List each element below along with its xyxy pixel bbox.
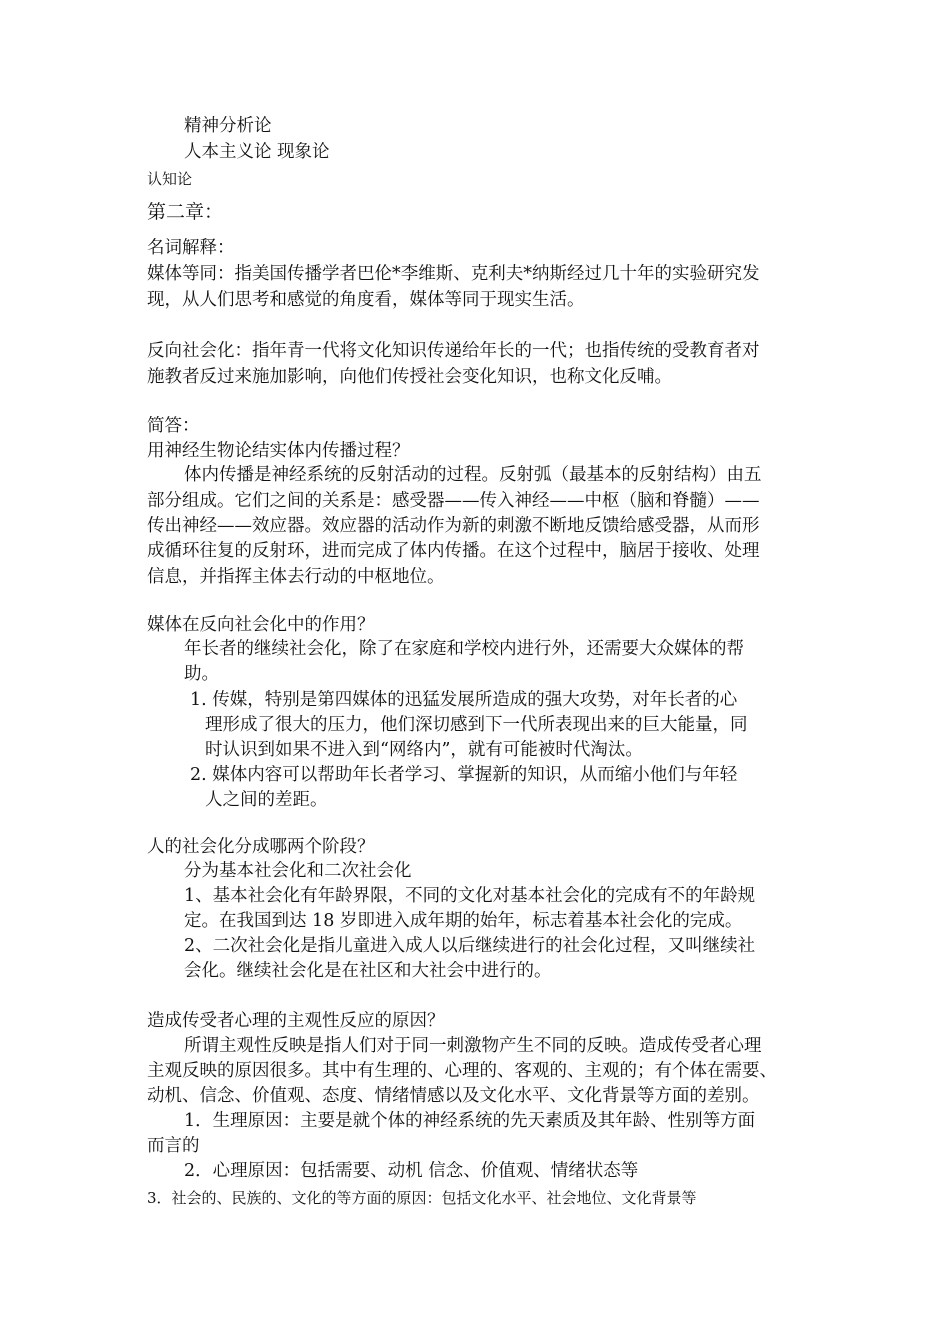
text-line: 理形成了很大的压力，他们深切感到下一代所表现出来的巨大能量，同: [205, 715, 748, 735]
text-line: 认知论: [147, 170, 193, 188]
text-line: 所谓主观性反映是指人们对于同一刺激物产生不同的反映。造成传受者心理: [184, 1036, 762, 1056]
text-line: 人本主义论 现象论: [184, 142, 330, 162]
text-line: 2．心理原因：包括需要、动机 信念、价值观、情绪状态等: [184, 1161, 639, 1181]
text-line: 而言的: [147, 1136, 200, 1156]
text-line: 会化。继续社会化是在社区和大社会中进行的。: [184, 961, 552, 981]
text-line: 体内传播是神经系统的反射活动的过程。反射弧（最基本的反射结构）由五: [184, 465, 762, 485]
text-line: 1．生理原因：主要是就个体的神经系统的先天素质及其年龄、性别等方面: [184, 1111, 756, 1131]
text-line: 部分组成。它们之间的关系是：感受器——传入神经——中枢（脑和脊髓）——: [147, 491, 760, 511]
list-item: 1. 传媒，特别是第四媒体的迅猛发展所造成的强大攻势，对年长者的心: [190, 690, 738, 710]
section-heading: 简答：: [147, 416, 200, 436]
text-line: 施教者反过来施加影响，向他们传授社会变化知识，也称文化反哺。: [147, 367, 672, 387]
question-heading: 人的社会化分成哪两个阶段？: [147, 837, 375, 857]
text-line: 年长者的继续社会化，除了在家庭和学校内进行外，还需要大众媒体的帮: [184, 639, 744, 659]
text-line: 人之间的差距。: [205, 790, 328, 810]
text-line: 信息，并指挥主体去行动的中枢地位。: [147, 567, 445, 587]
text-line: 2、二次社会化是指儿童进入成人以后继续进行的社会化过程，又叫继续社: [184, 936, 756, 956]
list-item: 2. 媒体内容可以帮助年长者学习、掌握新的知识，从而缩小他们与年轻: [190, 765, 738, 785]
text-line: 反向社会化：指年青一代将文化知识传递给年长的一代；也指传统的受教育者对: [147, 341, 760, 361]
text-line: 助。: [184, 664, 219, 684]
question-heading: 媒体在反向社会化中的作用？: [147, 615, 375, 635]
text-line: 成循环往复的反射环，进而完成了体内传播。在这个过程中，脑居于接收、处理: [147, 541, 760, 561]
text-line: 传出神经——效应器。效应器的活动作为新的刺激不断地反馈给感受器，从而形: [147, 516, 760, 536]
text-line: 时认识到如果不进入到“网络内”，就有可能被时代淘汰。: [205, 740, 643, 760]
chapter-heading: 第二章：: [147, 201, 224, 223]
text-line: 定。在我国到达 18 岁即进入成年期的始年，标志着基本社会化的完成。: [184, 911, 743, 931]
text-line: 主观反映的原因很多。其中有生理的、心理的、客观的、主观的；有个体在需要、: [147, 1061, 777, 1081]
text-line: 分为基本社会化和二次社会化: [184, 861, 412, 881]
text-line: 动机、信念、价值观、态度、情绪情感以及文化水平、文化背景等方面的差别。: [147, 1086, 760, 1106]
section-heading: 名词解释：: [147, 238, 235, 258]
text-line: 媒体等同：指美国传播学者巴伦*李维斯、克利夫*纳斯经过几十年的实验研究发: [147, 264, 760, 284]
text-line: 1、基本社会化有年龄界限，不同的文化对基本社会化的完成有不的年龄规: [184, 886, 756, 906]
text-line: 精神分析论: [184, 116, 272, 136]
text-line: 现，从人们思考和感觉的角度看，媒体等同于现实生活。: [147, 290, 585, 310]
question-heading: 用神经生物论结实体内传播过程？: [147, 441, 410, 461]
text-line: 3．社会的、民族的、文化的等方面的原因：包括文化水平、社会地位、文化背景等: [147, 1189, 697, 1207]
question-heading: 造成传受者心理的主观性反应的原因？: [147, 1011, 445, 1031]
